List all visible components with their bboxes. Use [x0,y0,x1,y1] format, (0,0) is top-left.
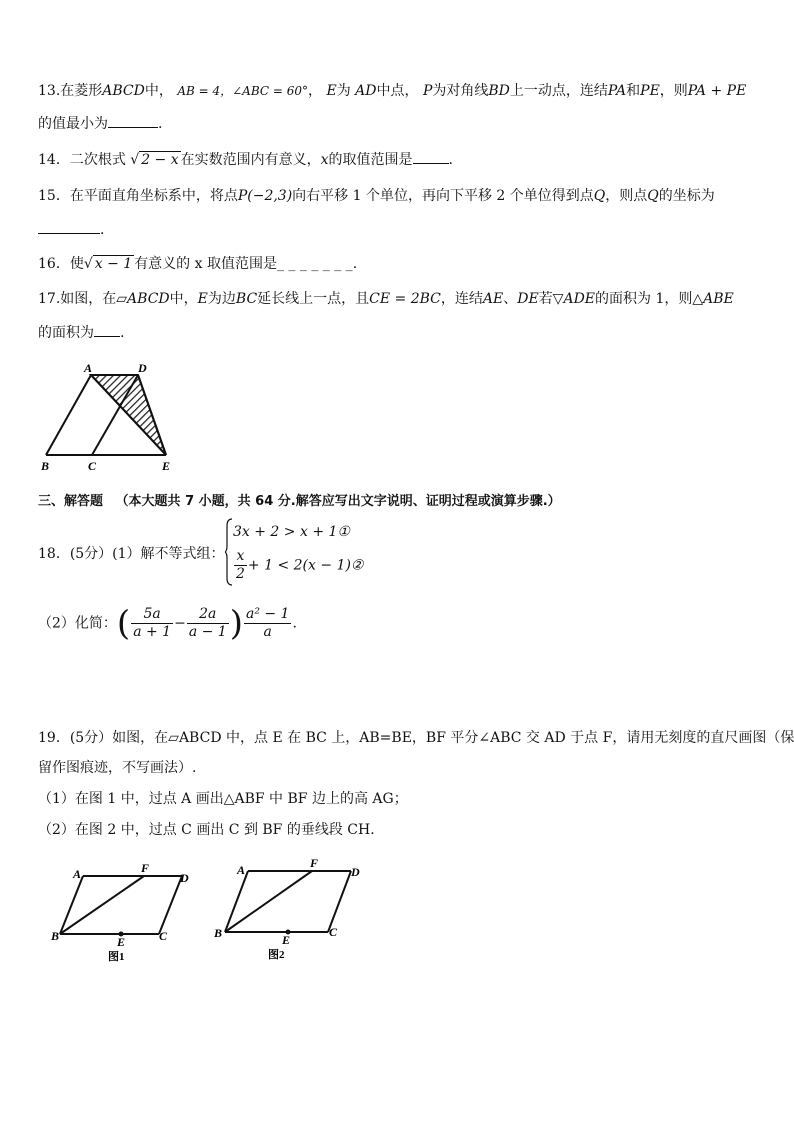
q18-part2 [38,603,297,644]
segment-dc [159,876,182,934]
section-note: （本大题共 7 小题，共 64 分.解答应写出文字说明、证明过程或演算步骤.） [115,494,561,509]
inequality-2 [233,548,363,583]
q13-text: 为对角线 [432,83,489,99]
period: . [292,615,297,632]
label-d: D [138,361,147,375]
denominator: a + 1 [133,624,172,640]
sqrt-symbol: √ 2 − x [130,152,179,168]
denominator: a − 1 [188,624,227,640]
answer-blank[interactable] [38,219,100,234]
q17-math: ABCD [127,291,170,307]
label-e: E [117,935,126,949]
q19-line1: 19．(5分）如图，在▱ABCD 中，点 E 在 BC 上，AB=BE，BF 平分∠ABC 交 AD 于点 F，请用无刻度的直尺画图（保 [38,730,794,746]
q17-text: 、 [503,291,518,307]
label-b: B [51,929,60,943]
q13-math: AB = 4，∠ABC = 60° [177,84,309,98]
figure-2-caption: 图2 [268,949,285,961]
label-b: B [214,926,223,940]
denominator: a [263,624,272,640]
q13-text: 中点， [376,83,419,99]
q13-math: PE [640,83,660,99]
q17-text: 的面积为 [38,325,94,341]
label-a: A [237,863,246,877]
figure-1-caption: 图1 [108,951,125,963]
answer-blank[interactable] [94,322,120,337]
segment-bf [60,876,144,934]
q14-line [38,149,453,170]
numerator: 5a [131,606,173,624]
answer-blank[interactable] [413,149,449,164]
q17-math: ABE [703,291,734,307]
minus-sign: − [174,615,186,632]
denominator: 2 [236,566,245,582]
q17-text: 若 [538,291,553,307]
q15-text: ，则点 [605,188,648,204]
answer-blank[interactable]: _ _ _ _ _ _ _ [276,256,353,272]
q19-part2: （2）在图 2 中，过点 C 画出 C 到 BF 的垂线段 CH. [38,822,375,838]
q13-math: P [422,83,433,99]
fraction-1 [131,606,173,641]
numerator: x [234,548,247,566]
q19-figure-1 [48,856,198,968]
q19-line2: 留作图痕迹，不写画法）. [38,760,197,776]
q17-text: 中， [169,291,198,307]
q15-math: P(−2,3) [237,188,293,204]
q13-text: 上一动点，连结 [509,83,608,99]
label-f: F [141,861,150,875]
q17-math: E [197,291,208,307]
q13-text: 和 [626,83,641,99]
q13-math: AD [355,83,377,99]
q13-text: 的值最小为 [38,116,108,132]
q17-math: ADE [563,291,596,307]
q16-line [38,254,357,274]
segment-ab [46,375,91,455]
segment-bf [225,871,312,932]
q19-part1: （1）在图 1 中，过点 A 画出△ABF 中 BF 边上的高 AG； [38,791,408,807]
q13-line2 [38,113,162,134]
segment-dc [328,871,351,932]
q16-text: 16．使 [38,256,84,272]
q17-math: AE [482,291,504,307]
fraction-3 [244,606,292,641]
q15-text: 向右平移 1 个单位，再向下平移 2 个单位得到点 [292,188,594,204]
q17-line2 [38,322,124,343]
q16-text: . [352,256,358,272]
q14-text: 的取值范围是 [328,152,413,168]
q15-text: . [100,222,105,238]
label-a: A [84,361,93,375]
section-title: 三、解答题 [38,494,104,509]
q17-math: CE = 2BC [369,291,441,307]
inequality-1: 3x + 2 > x + 1① [233,524,350,540]
answer-blank[interactable] [108,113,158,128]
q15-text: 的坐标为 [658,188,715,204]
q17-math: DE [517,291,539,307]
fraction-2 [187,606,229,641]
q13-math: PA + PE [687,83,747,99]
q14-radicand: 2 − x [141,152,179,168]
q15-line1 [38,186,715,206]
label-f: F [310,856,319,870]
parallelogram-symbol: ▱ [116,291,128,307]
label-d: D [180,871,189,885]
q16-radicand: x − 1 [94,256,133,272]
q13-text: 为 [336,83,351,99]
q17-line1 [38,289,734,309]
numerator: 2a [187,606,229,624]
left-paren: ( [116,603,131,644]
q13-text: . [158,116,163,132]
label-e: E [162,459,171,473]
q15-text: 15．在平面直角坐标系中，将点 [38,188,238,204]
fraction [234,548,247,583]
q17-math: BC [235,291,258,307]
q17-text: 17.如图，在 [38,291,117,307]
q14-math: x [320,152,329,168]
q19-figure-2 [208,856,368,968]
label-d: D [351,865,360,879]
q13-text: ，则 [659,83,688,99]
q17-figure [36,360,186,475]
triangle-symbol: ▽ [552,291,564,307]
q17-text: . [120,325,125,341]
q16-text: 有意义的 x 取值范围是 [134,256,277,272]
q17-text: 的面积为 1，则△ [595,291,704,307]
inequality-2-rest: + 1 < 2(x − 1)② [247,557,364,574]
q15-math: Q [593,188,606,204]
label-c: C [329,925,338,939]
q13-math: E [326,83,337,99]
sqrt-symbol: √ x − 1 [83,256,133,272]
q14-text: 在实数范围内有意义， [180,152,321,168]
label-c: C [88,459,97,473]
label-b: B [41,459,50,473]
q15-line2 [38,219,104,240]
right-paren: ) [229,603,243,644]
q17-text: 延长线上一点，且 [257,291,370,307]
q13-math: BD [488,83,510,99]
numerator: a² − 1 [245,606,290,622]
q13-line1 [38,81,746,101]
q13-math: ABCD [102,83,145,99]
q17-text: ，连结 [440,291,483,307]
q13-text: ， [308,83,323,99]
label-c: C [159,929,168,943]
q13-text: 中， [144,83,173,99]
q15-math: Q [647,188,659,204]
label-e: E [282,933,291,947]
section-header [38,492,561,512]
q14-text: . [448,152,453,168]
label-a: A [73,867,82,881]
q18-prefix: 18．(5分）(1）解不等式组： [38,546,225,562]
q14-text: 14．二次根式 [38,152,126,168]
q13-math: PA [607,83,627,99]
q13-text: 13.在菱形 [38,83,103,99]
system-brace [225,518,231,586]
q17-text: 为边 [207,291,236,307]
q18-part2-prefix: （2）化简： [38,615,117,632]
